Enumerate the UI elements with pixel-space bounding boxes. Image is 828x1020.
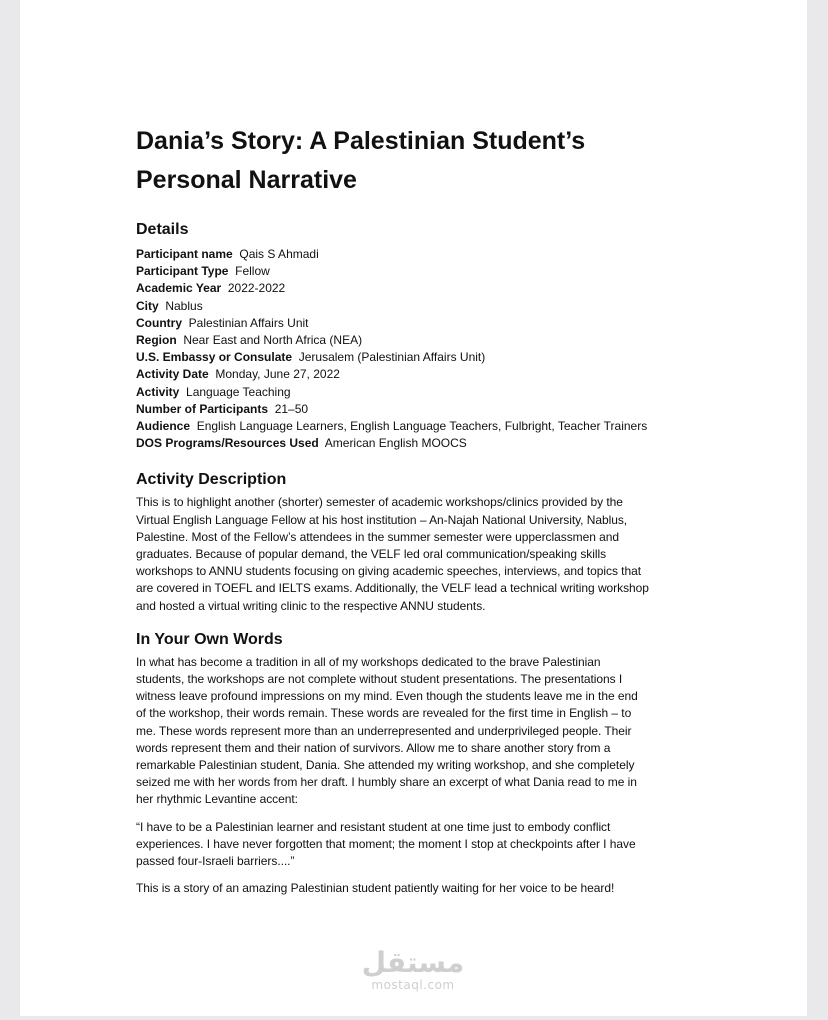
detail-row bbox=[136, 263, 696, 280]
title-line: Dania’s Story: A Palestinian Student’s bbox=[136, 127, 586, 155]
student-quote bbox=[136, 819, 696, 871]
detail-row bbox=[136, 298, 696, 315]
own-words-paragraph bbox=[136, 654, 696, 809]
text-line: witness leave profound impressions on my mind. Even though the students leave me in the end bbox=[136, 689, 638, 704]
quote-line: passed four-Israeli barriers....” bbox=[136, 854, 295, 869]
detail-row bbox=[136, 315, 696, 332]
detail-row bbox=[136, 401, 696, 418]
detail-row bbox=[136, 418, 696, 435]
closing-line: This is a story of an amazing Palestinian student patiently waiting for her voice to be heard! bbox=[136, 881, 615, 896]
detail-label: DOS Programs/Resources Used bbox=[136, 436, 319, 451]
detail-label: Country bbox=[136, 315, 182, 330]
own-words-heading: In Your Own Words bbox=[136, 630, 283, 648]
text-line: remarkable Palestinian student, Dania. She attended my writing workshop, and she completely bbox=[136, 758, 635, 773]
quote-line: “I have to be a Palestinian learner and resistant student at one time just to embody conflict bbox=[136, 819, 611, 834]
detail-row bbox=[136, 366, 696, 383]
text-line: In what has become a tradition in all of my workshops dedicated to the brave Palestinian bbox=[136, 654, 601, 669]
detail-label: U.S. Embassy or Consulate bbox=[136, 350, 293, 365]
watermark-arabic: مستقل bbox=[361, 946, 465, 979]
detail-value: English Language Learners, English Language Teachers, Fulbright, Teacher Trainers bbox=[196, 419, 648, 434]
detail-row bbox=[136, 246, 696, 263]
text-line: of the workshop, their words remain. These words are revealed for the first time in English – to bbox=[136, 706, 632, 721]
detail-value: Palestinian Affairs Unit bbox=[188, 315, 309, 330]
detail-label: Activity bbox=[136, 384, 180, 399]
document-title bbox=[136, 122, 696, 200]
detail-label: Region bbox=[136, 333, 177, 348]
title-line: Personal Narrative bbox=[136, 166, 357, 194]
document-content bbox=[136, 122, 696, 898]
detail-label: Audience bbox=[136, 419, 191, 434]
detail-row bbox=[136, 384, 696, 401]
text-line: seized me with her words from her draft. I humbly share an excerpt of what Dania read to me in bbox=[136, 775, 637, 790]
detail-label: Academic Year bbox=[136, 281, 222, 296]
text-line: workshops to ANNU students focusing on giving academic speeches, interviews, and topics that bbox=[136, 564, 642, 579]
detail-value: Monday, June 27, 2022 bbox=[215, 367, 340, 382]
detail-value: 2022-2022 bbox=[227, 281, 286, 296]
detail-row bbox=[136, 332, 696, 349]
watermark-latin: mostaql.com bbox=[371, 978, 455, 992]
detail-value: Qais S Ahmadi bbox=[239, 247, 319, 261]
closing-sentence bbox=[136, 880, 696, 897]
detail-label: Number of Participants bbox=[136, 401, 269, 416]
details-list bbox=[136, 246, 696, 452]
quote-line: experiences. I have never forgotten that moment; the moment I stop at checkpoints after I have bbox=[136, 836, 636, 851]
detail-label: Participant name bbox=[136, 247, 233, 261]
text-line: me. These words represent more than an underrepresented and underprivileged people. Their bbox=[136, 723, 632, 738]
mostaql-watermark bbox=[342, 948, 484, 992]
detail-value: Jerusalem (Palestinian Affairs Unit) bbox=[298, 350, 486, 365]
detail-value: American English MOOCS bbox=[324, 436, 467, 451]
detail-value: Nablus bbox=[165, 298, 203, 313]
text-line: graduates. Because of popular demand, the VELF led oral communication/speaking skills bbox=[136, 547, 607, 562]
detail-value: Language Teaching bbox=[186, 384, 291, 399]
detail-row bbox=[136, 435, 696, 452]
activity-description-heading: Activity Description bbox=[136, 471, 287, 489]
detail-label: Activity Date bbox=[136, 367, 209, 382]
detail-value: 21–50 bbox=[274, 401, 309, 416]
text-line: students, the workshops are not complete without student presentations. The presentations I bbox=[136, 672, 623, 687]
document-page bbox=[20, 0, 807, 1016]
text-line: and hosted a virtual writing clinic to the respective ANNU students. bbox=[136, 598, 486, 613]
detail-value: Fellow bbox=[235, 264, 270, 279]
activity-description-text bbox=[136, 494, 696, 614]
text-line: Palestine. Most of the Fellow’s attendees in the summer semester were upperclassmen and bbox=[136, 529, 619, 544]
text-line: Virtual English Language Fellow at his host institution – An-Najah National University, Nablus, bbox=[136, 512, 628, 527]
detail-row bbox=[136, 280, 696, 297]
text-line: This is to highlight another (shorter) semester of academic workshops/clinics provided by the bbox=[136, 495, 623, 510]
text-line: are covered in TOEFL and IELTS exams. Additionally, the VELF lead a technical writing workshop bbox=[136, 581, 649, 596]
detail-label: City bbox=[136, 298, 159, 313]
text-line: words represent them and their nation of survivors. Allow me to share another story from a bbox=[136, 740, 611, 755]
details-heading: Details bbox=[136, 221, 189, 238]
text-line: her rhythmic Levantine accent: bbox=[136, 792, 298, 807]
detail-value: Near East and North Africa (NEA) bbox=[183, 333, 363, 348]
detail-label: Participant Type bbox=[136, 264, 229, 279]
detail-row bbox=[136, 349, 696, 366]
